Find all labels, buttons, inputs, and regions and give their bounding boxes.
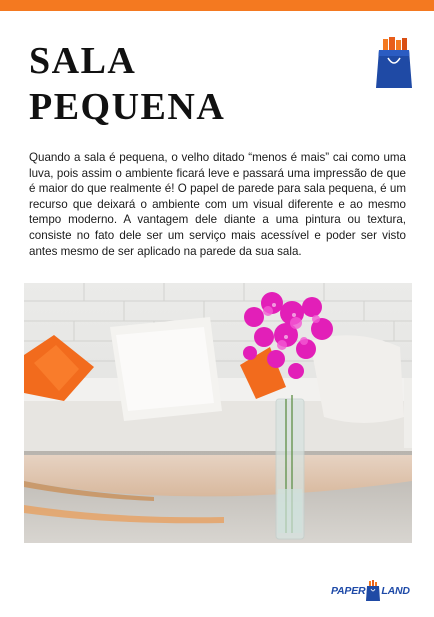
page-title	[29, 38, 225, 130]
body-paragraph: Quando a sala é pequena, o velho ditado “menos é mais” cai como uma luva, pois assim o ambiente ficará leve e passará uma impressão de que é maior do que realmente é! O papel de parede para sala pequena, é um recurso que deixará o ambiente com um visual diferente e ao mesmo tempo moderno. A vantagem dele diante a uma pintura ou textura, consiste no fato dele ser um serviço mais acessível e poder ser visto antes mesmo de ser aplicado na parede da sua sala.	[29, 151, 406, 258]
logo-word-paper: PAPER	[331, 585, 366, 597]
logo-word-land: LAND	[381, 585, 410, 597]
living-room-photo	[24, 283, 412, 543]
title-line-2: PEQUENA	[29, 86, 226, 128]
paperland-logo	[331, 579, 421, 603]
title-line-1: SALA	[29, 40, 137, 82]
shopping-bag-icon	[375, 36, 413, 90]
top-accent-bar	[0, 0, 434, 11]
shopping-bag-icon	[366, 580, 380, 602]
